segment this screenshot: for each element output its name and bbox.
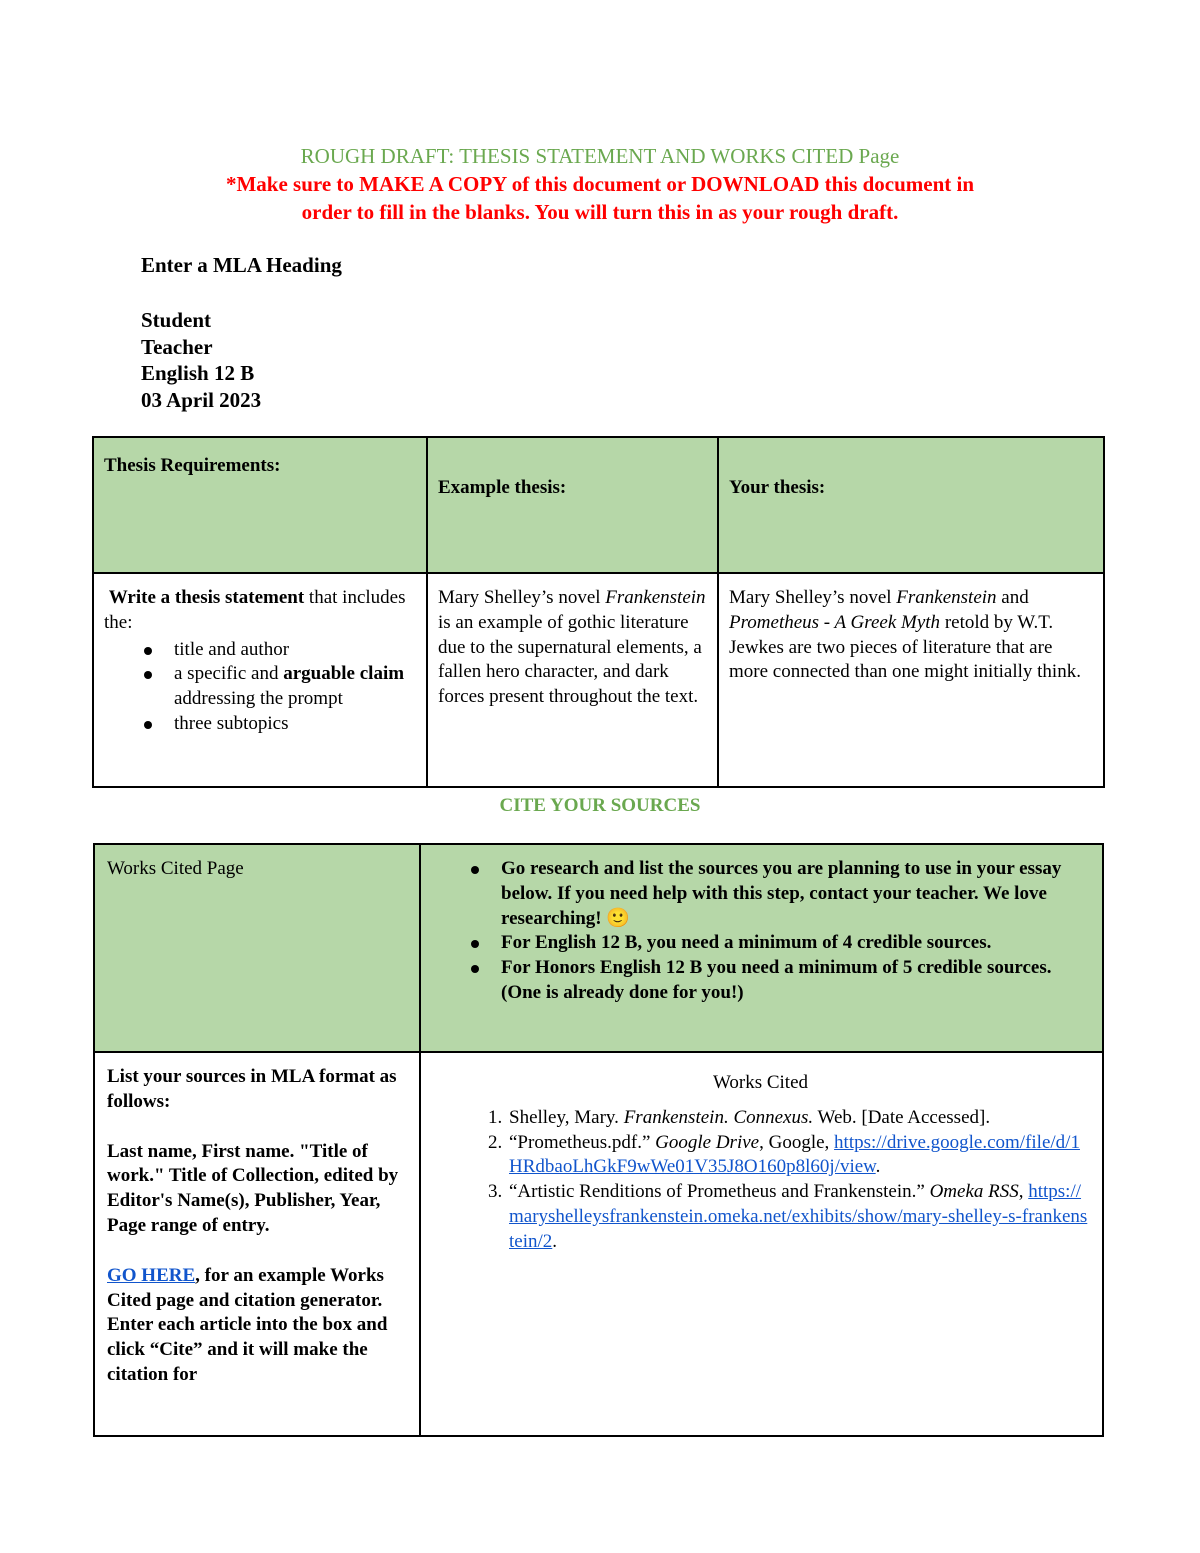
source-link[interactable]: https://maryshelleysfrankenstein.omeka.net/exhibits/show/mary-shelley-s-frankenstein/2 [509,1181,1088,1252]
example-thesis-header: Example thesis: [427,437,718,573]
go-here-link[interactable]: GO HERE [107,1264,196,1286]
requirements-list [104,638,418,737]
works-cited-title: Works Cited [712,1072,809,1093]
go-here-paragraph: GO HERE, for an example Works Cited page and citation generator. Enter each article into the box and click “Cite” and it will make the citation for [107,1264,388,1385]
list-item: 3. “Artistic Renditions of Prometheus and Frankenstein.” Omeka RSS, https://maryshelleysfrankenstein.omeka.net/exhibits/show/mary-shelley-s-frankenstein/2. [507,1180,1090,1254]
instruction-line-2: order to fill in the blanks. You will turn this in as your rough draft. [301,200,899,224]
list-item: For English 12 B, you need a minimum of 4 credible sources. [501,931,1086,956]
cite-sources-heading: CITE YOUR SOURCES [499,795,701,816]
list-item: title and author [174,638,418,663]
requirements-intro: Write a thesis statement that includes the: [104,587,406,633]
mla-format-cell [94,1052,420,1436]
list-item: For Honors English 12 B you need a minimum of 5 credible sources. (One is already done for you!) [501,956,1086,1006]
mla-heading [141,307,261,413]
thesis-requirements-cell [93,573,427,787]
instructions-cell [420,844,1103,1052]
mla-date: 03 April 2023 [141,387,262,412]
list-item: Go research and list the sources you are planning to use in your essay below. If you need help with this step, contact your teacher. We love researching! 🙂 [501,857,1086,931]
sources-cell [420,1052,1103,1436]
works-cited-table [93,843,1104,1437]
mla-format-intro: List your sources in MLA format as follows: [107,1066,397,1112]
mla-format-example: Last name, First name. "Title of work." Title of Collection, edited by Editor's Name(s), Publisher, Year, Page range of entry. [107,1140,399,1236]
list-item: 2. “Prometheus.pdf.” Google Drive, Google, https://drive.google.com/file/d/1HRdbaoLhGkF9wWe01V35J8O160p8l60j/view. [507,1131,1090,1181]
thesis-requirements-header: Thesis Requirements: [93,437,427,573]
list-item: three subtopics [174,712,418,737]
thesis-table [92,436,1105,788]
mla-course: English 12 B [141,361,255,385]
mla-teacher: Teacher [141,334,213,359]
instructions-list [431,857,1086,1006]
mla-student: Student [141,308,212,332]
sources-list [431,1106,1090,1255]
your-thesis-header: Your thesis: [718,437,1104,573]
your-thesis-cell: Mary Shelley’s novel Frankenstein and Prometheus - A Greek Myth retold by W.T. Jewkes are two pieces of literature that are more connected than one might initially think. [718,573,1104,787]
example-thesis-cell: Mary Shelley’s novel Frankenstein is an example of gothic literature due to the supernatural elements, a fallen hero character, and dark forces present throughout the text. [427,573,718,787]
list-item: a specific and arguable claim addressing the prompt [174,662,418,712]
list-item: 1. Shelley, Mary. Frankenstein. Connexus. Web. [Date Accessed]. [507,1106,1090,1131]
mla-heading-label: Enter a MLA Heading [141,253,342,277]
works-cited-header: Works Cited Page [94,844,420,1052]
source-link[interactable]: https://drive.google.com/file/d/1HRdbaoLhGkF9wWe01V35J8O160p8l60j/view [509,1131,1080,1178]
page-title: ROUGH DRAFT: THESIS STATEMENT AND WORKS CITED Page [300,144,900,168]
instruction-line-1: *Make sure to MAKE A COPY of this document or DOWNLOAD this document in [225,172,975,196]
